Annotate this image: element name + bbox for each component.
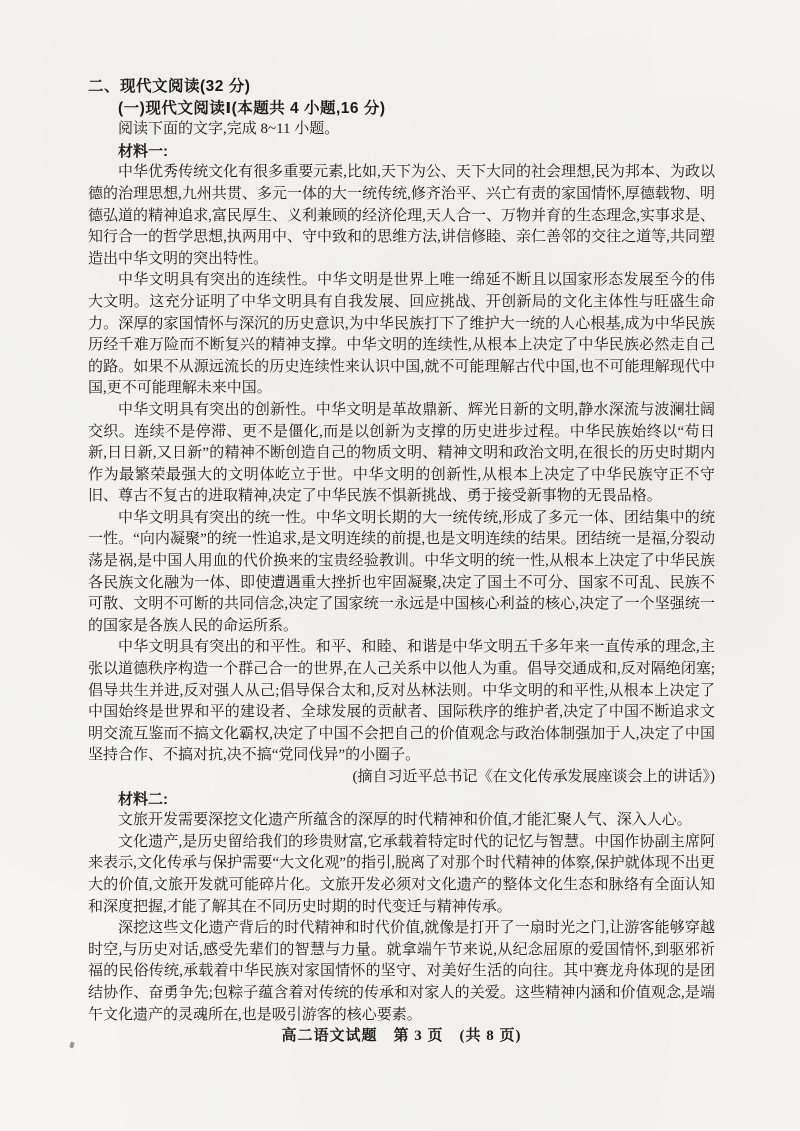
page-content [88, 76, 715, 1048]
material1-label: 材料一: [118, 142, 168, 160]
material2-paragraph-2: 文化遗产,是历史留给我们的珍贵财富,它承载着特定时代的记忆与智慧。中国作协副主席阿来表示,文化传承与保护需要“大文化观”的指引,脱离了对那个时代精神的体察,保护就体现不出更大的价值,文旅开发就可能碎片化。文旅开发必须对文化遗产的整体文化生态和脉络有全面认知和深度把握,才能了解其在不同历史时期的时代变迁与精神传承。 [88, 833, 715, 915]
material2-paragraph-1: 文旅开发需要深挖文化遗产所蕴含的深厚的时代精神和价值,才能汇聚人气、深入人心。 [118, 812, 692, 829]
material1-paragraph-1: 中华优秀传统文化有很多重要元素,比如,天下为公、天下大同的社会理想,民为邦本、为政以德的治理思想,九州共贯、多元一体的大一统传统,修齐治平、兴亡有责的家国情怀,厚德载物、明德弘道的精神追求,富民厚生、义利兼顾的经济伦理,天人合一、万物并育的生态理念,实事求是、知行合一的哲学思想,执两用中、守中致和的思维方法,讲信修睦、亲仁善邻的交往之道等,共同塑造出中华文明的突出特性。 [88, 164, 715, 267]
material1-paragraph-2: 中华文明具有突出的连续性。中华文明是世界上唯一绵延不断且以国家形态发展至今的伟大文明。这充分证明了中华文明具有自我发展、回应挑战、开创新局的文化主体性与旺盛生命力。深厚的家国情怀与深沉的历史意识,为中华民族打下了维护大一统的人心根基,成为中华民族历经千难万险而不断复兴的精神支撑。中华文明的连续性,从根本上决定了中华民族必然走自己的路。如果不从源远流长的历史连续性来认识中国,就不可能理解古代中国,也不可能理解现代中国,更不可能理解未来中国。 [88, 272, 715, 397]
material1-paragraph-3: 中华文明具有突出的创新性。中华文明是革故鼎新、辉光日新的文明,静水深流与波澜壮阔交织。连续不是停滞、更不是僵化,而是以创新为支撑的历史进步过程。中华民族始终以“苟日新,日日新,又日新”的精神不断创造自己的物质文明、精神文明和政治文明,在很长的历史时期内作为最繁荣最强大的文明体屹立于世。中华文明的创新性,从根本上决定了中华民族守正不守旧、尊古不复古的进取精神,决定了中华民族不惧新挑战、勇于接受新事物的无畏品格。 [88, 401, 715, 505]
material1-paragraph-5: 中华文明具有突出的和平性。和平、和睦、和谐是中华文明五千多年来一直传承的理念,主张以道德秩序构造一个群己合一的世界,在人己关系中以他人为重。倡导交通成和,反对隔绝闭塞;倡导共生并进,反对强人从己;倡导保合太和,反对丛林法则。中华文明的和平性,从根本上决定了中国始终是世界和平的建设者、全球发展的贡献者、国际秩序的维护者,决定了中国不断追求文明交流互鉴而不搞文化霸权,决定了中国不会把自己的价值观念与政治体制强加于人,决定了中国坚持合作、不搞对抗,决不搞“党同伐异”的小圈子。 [88, 639, 715, 764]
material2-label: 材料二: [118, 790, 168, 808]
material1-paragraph-4: 中华文明具有突出的统一性。中华文明长期的大一统传统,形成了多元一体、团结集中的统一性。“向内凝聚”的统一性追求,是文明连续的前提,也是文明连续的结果。团结统一是福,分裂动荡是祸,是中国人用血的代价换来的宝贵经验教训。中华文明的统一性,从根本上决定了中华民族各民族文化融为一体、即使遭遇重大挫折也牢固凝聚,决定了国土不可分、国家不可乱、民族不可散、文明不可断的共同信念,决定了国家统一永远是中国核心利益的核心,决定了一个坚强统一的国家是各族人民的命运所系。 [88, 509, 715, 634]
scan-artifact [69, 1042, 74, 1049]
material1-attribution: (摘自习近平总书记《在文化传承发展座谈会上的讲话》) [352, 769, 715, 785]
material2-paragraph-3: 深挖这些文化遗产背后的时代精神和时代价值,就像是打开了一扇时光之门,让游客能够穿越时空,与历史对话,感受先辈们的智慧与力量。就拿端午节来说,从纪念屈原的爱国情怀,到驱邪祈福的民俗传统,承载着中华民族对家国情怀的坚守、对美好生活的向往。其中赛龙舟体现的是团结协作、奋勇争先;包粽子蕴含着对传统的传承和对家人的关爱。这些精神内涵和价值观念,是端午文化遗产的灵魂所在,也是吸引游客的核心要素。 [88, 920, 715, 1023]
subsection-heading: (一)现代文阅读Ⅰ(本题共 4 小题,16 分) [118, 99, 386, 117]
page-footer: 高二语文试题 第 3 页 (共 8 页) [281, 1028, 522, 1045]
section-heading: 二、现代文阅读(32 分) [88, 78, 251, 95]
instruction-line: 阅读下面的文字,完成 8~11 小题。 [118, 121, 340, 138]
